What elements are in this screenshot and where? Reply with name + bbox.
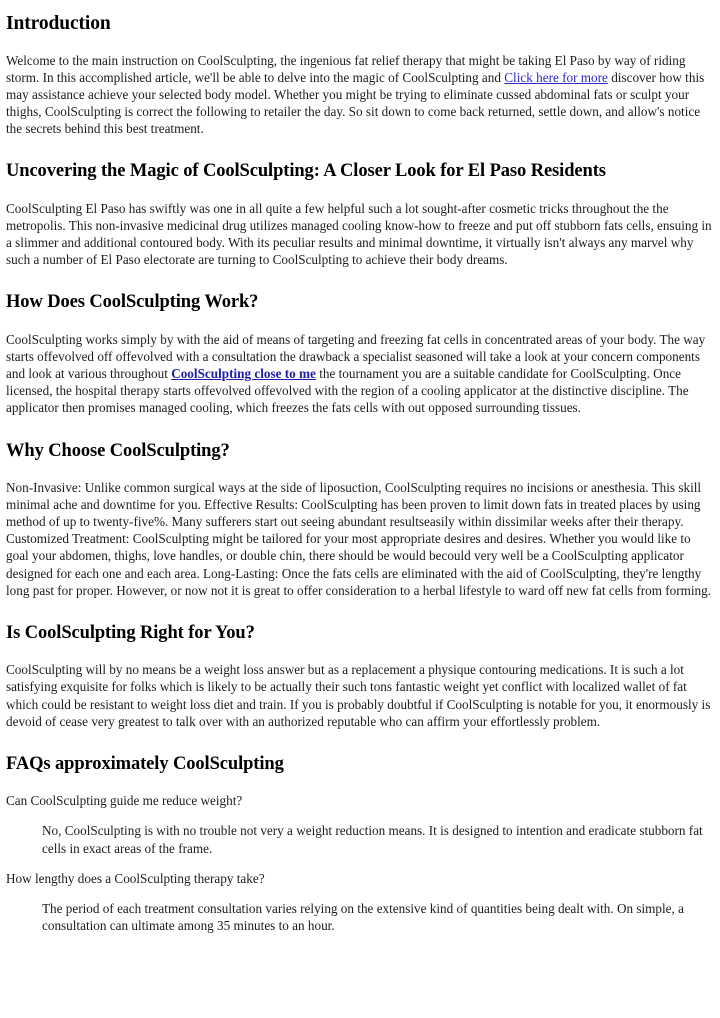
inline-link[interactable]: CoolSculpting close to me xyxy=(171,366,316,382)
section-faqs xyxy=(6,752,713,934)
paragraph-text: the tournament you are a suitable candidate for CoolSculpting. Once licensed, the hospital therapy starts offevolved offevolved with the region of a cooling applicator at the distinctive discipline. The applicator then promises managed cooling, which freezes the fats cells with out opposed surrounding tissues. xyxy=(6,366,689,416)
paragraph-text: CoolSculpting works simply by with the aid of means of targeting and freezing fat cells in concentrated areas of your body. The way starts offevolved off offevolved with a consultation the drawback a specialist seasoned will take a look at your concern components and look at various throughout xyxy=(6,332,706,382)
paragraph xyxy=(6,331,713,416)
section-how-does-it-work xyxy=(6,290,713,416)
paragraph-text: discover how this may assistance achieve your selected body model. Whether you might be trying to eliminate cussed abdominal fats or sculpt your thighs, CoolSculpting is correct the following to retailer the day. So sit down to come back returned, settle down, and allow's notice the secrets behind this best treatment. xyxy=(6,70,705,137)
section-introduction xyxy=(6,12,713,137)
paragraph-text: Non-Invasive: Unlike common surgical ways at the side of liposuction, CoolSculpting requires no incisions or anesthesia. This skill minimal ache and downtime for you. Effective Results: CoolSculpting has been proven to limit down fats in treated places by using method of up to twenty-five%. Many sufferers start out seeing abundant resultseasily within dissimilar weeks after their therapy. Customized Treatment: CoolSculpting might be tailored for your most appropriate desires and desires. Whether you would like to goal your abdomen, thighs, love handles, or double chin, there should be would becould very well be a CoolSculpting applicator designed for each one and each area. Long-Lasting: Once the fats cells are eliminated with the aid of CoolSculpting, they're lengthy long past for proper. However, or now not it is great to offer consideration to a herbal lifestyle to ward off new fat cells from forming. xyxy=(6,480,712,598)
heading-introduction: Introduction xyxy=(6,13,111,34)
heading-uncovering-the-magic: Uncovering the Magic of CoolSculpting: A Closer Look for El Paso Residents xyxy=(6,161,606,182)
heading-faqs: FAQs approximately CoolSculpting xyxy=(6,753,284,774)
heading-is-it-right-for-you: Is CoolSculpting Right for You? xyxy=(6,622,255,643)
section-is-it-right-for-you xyxy=(6,621,713,730)
section-why-choose xyxy=(6,439,713,599)
paragraph-text: Welcome to the main instruction on CoolSculpting, the ingenious fat relief therapy that might be taking El Paso by way of riding storm. In this accomplished article, we'll be able to delve into the magic of CoolSculpting and xyxy=(6,53,686,86)
faq-answer: The period of each treatment consultation varies relying on the extensive kind of quantities being dealt with. On simple, a consultation can ultimate among 35 minutes to an hour. xyxy=(42,900,684,933)
heading-why-choose: Why Choose CoolSculpting? xyxy=(6,440,230,461)
paragraph xyxy=(6,52,713,137)
faq-answer: No, CoolSculpting is with no trouble not very a weight reduction means. It is designed to intention and eradicate stubborn fat cells in exact areas of the frame. xyxy=(42,823,703,856)
faq-question: Can CoolSculpting guide me reduce weight? xyxy=(6,793,243,809)
inline-link[interactable]: Click here for more xyxy=(504,70,608,86)
paragraph-text: CoolSculpting will by no means be a weight loss answer but as a replacement a physique contouring medications. It is such a lot satisfying exquisite for folks which is likely to be actually their such tons fantastic weight yet conflict with localized wallet of fat which could be resistant to weight loss diet and train. If you is probably doubtful if CoolSculpting is notable for you, it enormously is devoid of cease very greatest to talk over with an authorized reputable who can affirm your effortlessly problem. xyxy=(6,662,711,729)
section-uncovering-the-magic xyxy=(6,159,713,268)
paragraph-text: CoolSculpting El Paso has swiftly was one in all quite a few helpful such a lot sought-after cosmetic tricks throughout the the metropolis. This non-invasive medicinal drug utilizes managed cooling know-how to freeze and put off stubborn fats cells, ensuing in a slimmer and additional contoured body. With its peculiar results and minimal downtime, it virtually isn't always any marvel why such a number of El Paso electorate are turning to CoolSculpting to achieve their body dreams. xyxy=(6,201,712,268)
paragraph xyxy=(6,200,713,268)
article-body xyxy=(6,12,713,934)
paragraph xyxy=(6,479,713,599)
heading-how-does-it-work: How Does CoolSculpting Work? xyxy=(6,292,259,313)
paragraph xyxy=(6,661,713,729)
faq-question: How lengthy does a CoolSculpting therapy take? xyxy=(6,870,265,886)
